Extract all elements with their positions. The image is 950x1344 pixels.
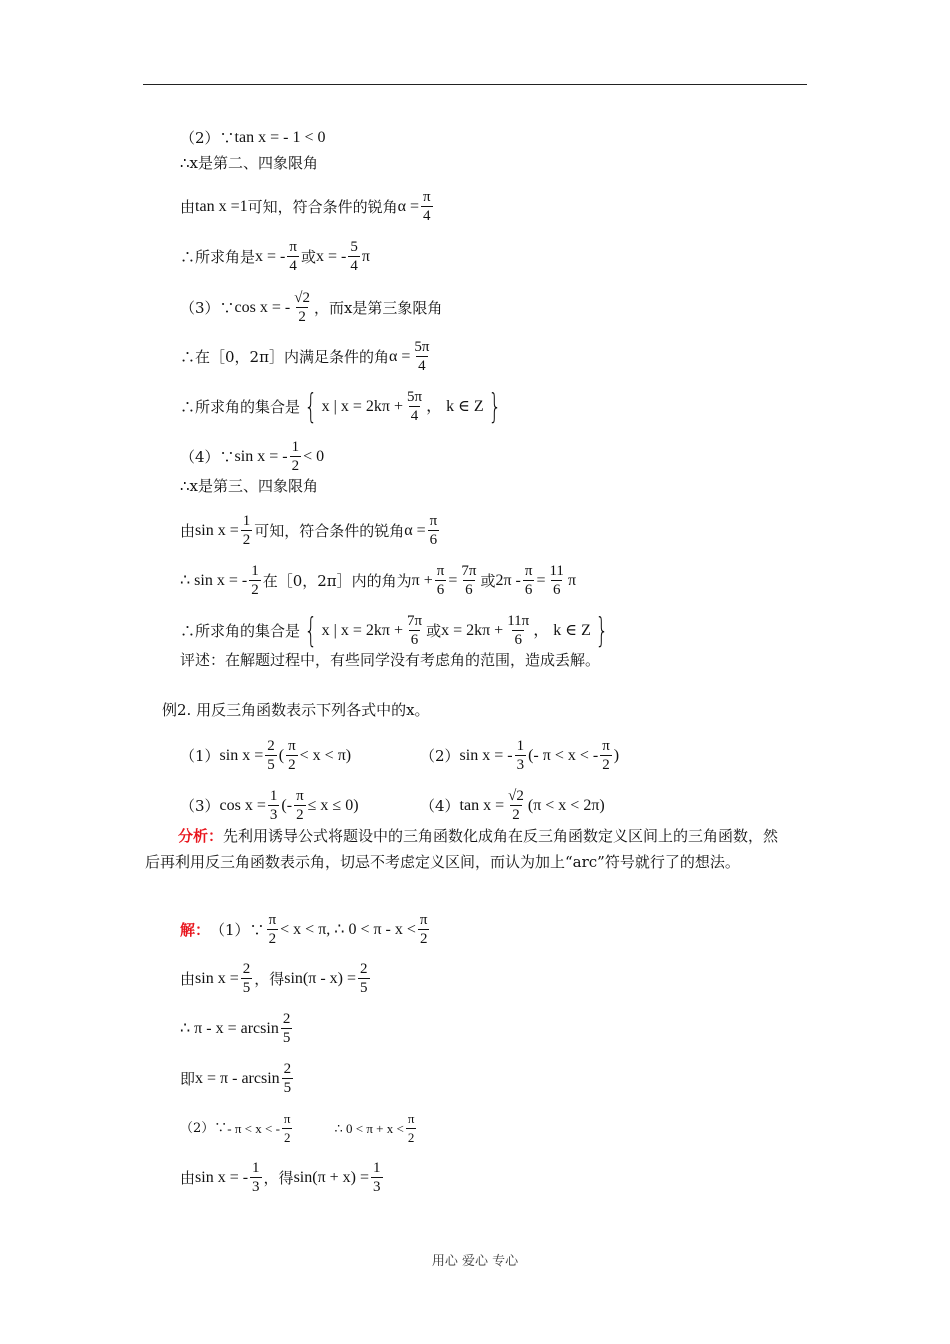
- p2-line4: [180, 238, 370, 275]
- math: =: [448, 571, 458, 589]
- fraction: [412, 338, 431, 375]
- math: sin x = -: [459, 746, 513, 764]
- numerator: 2: [360, 961, 368, 977]
- denominator: 2: [602, 757, 610, 773]
- label: （2）∵: [180, 1120, 228, 1136]
- denominator: 3: [252, 1179, 260, 1195]
- fraction: [241, 512, 253, 549]
- denominator: 5: [242, 980, 251, 996]
- label: （3）∵: [180, 298, 235, 317]
- text: 或: [480, 571, 496, 590]
- denominator: 5: [360, 980, 368, 996]
- fraction: [290, 438, 302, 475]
- fraction: [282, 1110, 293, 1147]
- denominator: 2: [268, 931, 277, 947]
- math: α =: [404, 521, 426, 539]
- numerator: 2: [283, 1061, 292, 1077]
- numerator: 1: [373, 1160, 381, 1176]
- text: ∴所求角的集合是: [180, 397, 301, 416]
- fraction: [241, 960, 253, 997]
- text: ，而x是第三象限角: [313, 298, 443, 317]
- numerator: π: [524, 563, 533, 579]
- math: =: [536, 571, 546, 589]
- denominator: 6: [552, 582, 561, 598]
- denominator: 3: [516, 757, 525, 773]
- analysis-label: 分析：: [178, 827, 224, 845]
- p3-line1: [180, 289, 442, 326]
- comment: 评述：在解题过程中，有些同学没有考虑角的范围，造成丢解。: [180, 651, 601, 669]
- label: （2）: [420, 746, 460, 765]
- numerator: π: [419, 912, 428, 928]
- math: (π < x < 2π): [527, 796, 605, 814]
- denominator: 4: [423, 208, 431, 224]
- p2-line2: ∴x是第二、四象限角: [180, 154, 319, 172]
- denominator: 5: [267, 757, 275, 773]
- p2-line1: [180, 128, 325, 148]
- label: （3）: [180, 796, 220, 815]
- fraction: [294, 787, 306, 824]
- numerator: π: [268, 912, 277, 928]
- denominator: 6: [465, 582, 473, 598]
- fraction: [418, 911, 430, 948]
- page-footer: 用心 爱心 专心: [431, 1254, 519, 1269]
- example2-q3: [180, 787, 359, 824]
- math: π: [361, 247, 370, 265]
- text: ∴所求角的集合是: [180, 621, 301, 640]
- numerator: π: [407, 1111, 415, 1126]
- p2-line3: [180, 188, 435, 225]
- text: ∴所求角是: [180, 247, 256, 266]
- denominator: 2: [288, 757, 296, 773]
- math: tan x =: [459, 796, 505, 814]
- math: α =: [397, 197, 420, 215]
- denominator: 2: [296, 807, 304, 823]
- label: （4）: [420, 796, 460, 815]
- fraction: [523, 562, 535, 599]
- text: 由: [180, 197, 196, 216]
- math: < x < π, ∴ 0 < π - x <: [280, 920, 416, 938]
- denominator: 4: [289, 258, 297, 274]
- fraction: [405, 612, 424, 649]
- numerator: 2: [242, 961, 251, 977]
- label: （4）∵: [180, 447, 235, 466]
- p4-line2: ∴x是第三、四象限角: [180, 477, 319, 495]
- denominator: 4: [418, 358, 426, 374]
- text: 由: [180, 521, 196, 540]
- example2-q1: [180, 737, 351, 774]
- p4-line4: [180, 562, 576, 599]
- math: - π < x < -: [227, 1120, 280, 1136]
- text: 可知，符合条件的锐角: [254, 521, 405, 540]
- numerator: 5π: [406, 389, 423, 405]
- numerator: 1: [291, 439, 300, 455]
- denominator: 6: [514, 632, 522, 648]
- analysis-text: 先利用诱导公式将题设中的三角函数化成角在反三角函数定义区间上的三角函数，然后再利用反三角函数表示角，切忌不考虑定义区间，而认为加上“arc”符号就行了的想法。: [145, 827, 779, 871]
- solution-line2: [180, 960, 372, 997]
- fraction: [281, 1010, 293, 1047]
- denominator: 4: [410, 408, 419, 424]
- solution-line1: [180, 911, 431, 948]
- fraction: [547, 562, 565, 599]
- numerator: π: [296, 788, 304, 804]
- numerator: 1: [269, 788, 278, 804]
- fraction: [287, 238, 299, 275]
- fraction: [459, 562, 478, 599]
- math: (- π < x < -: [528, 746, 599, 764]
- p4-line1: [180, 438, 324, 475]
- math: α =: [388, 347, 411, 365]
- denominator: 2: [512, 807, 520, 823]
- numerator: 1: [516, 738, 525, 754]
- math: sin x =: [195, 521, 239, 539]
- math: (: [278, 746, 285, 764]
- fraction: [600, 737, 612, 774]
- fraction: [435, 562, 447, 599]
- numerator: 1: [242, 513, 251, 529]
- fraction: [505, 612, 531, 649]
- fraction: [348, 238, 360, 275]
- numerator: π: [283, 1111, 291, 1126]
- math: tan x =1: [195, 197, 248, 215]
- example2-title: 例2. 用反三角函数表示下列各式中的x。: [162, 701, 430, 719]
- left-brace: {: [304, 610, 318, 651]
- fraction: [268, 787, 280, 824]
- denominator: 2: [291, 458, 300, 474]
- math: x = -: [315, 247, 347, 265]
- denominator: 6: [524, 582, 533, 598]
- text: 或: [426, 621, 442, 640]
- numerator: 11: [549, 563, 564, 579]
- math: x | x = 2kπ +: [321, 397, 403, 415]
- fraction: [371, 1159, 383, 1196]
- text: 可知，符合条件的锐角: [247, 197, 398, 216]
- solution-line3: [180, 1010, 294, 1047]
- text: 即: [180, 1069, 196, 1088]
- fraction: [506, 787, 526, 824]
- numerator: 2: [267, 738, 275, 754]
- math: x = π - arcsin: [195, 1069, 280, 1087]
- analysis-paragraph: [145, 823, 781, 875]
- math: x = -: [255, 247, 286, 265]
- solution-line5: [180, 1110, 418, 1147]
- p4-line3: [180, 512, 441, 549]
- denominator: 2: [419, 931, 428, 947]
- denominator: 5: [283, 1080, 292, 1096]
- denominator: 4: [350, 258, 358, 274]
- fraction: [292, 289, 312, 326]
- label: （2）∵: [180, 129, 235, 147]
- header-rule: [143, 84, 807, 85]
- numerator: 5π: [414, 339, 430, 355]
- denominator: 2: [242, 532, 251, 548]
- solution-label: 解：: [180, 920, 211, 939]
- math: sin x = -: [234, 447, 288, 465]
- math: ): [613, 746, 620, 764]
- solution-line6: [180, 1159, 385, 1196]
- fraction: [249, 562, 261, 599]
- fraction: [282, 1060, 294, 1097]
- numerator: 2: [282, 1011, 291, 1027]
- numerator: π: [429, 513, 438, 529]
- math: sin x = -: [195, 1168, 249, 1186]
- math: sin(π + x) =: [293, 1168, 370, 1186]
- denominator: 2: [298, 309, 306, 325]
- numerator: √2: [294, 290, 310, 306]
- math: x | x = 2kπ +: [321, 621, 403, 639]
- denominator: 6: [429, 532, 438, 548]
- math: tan x = - 1 < 0: [234, 129, 326, 146]
- numerator: π: [602, 738, 610, 754]
- text: ，得: [254, 969, 285, 988]
- right-brace: }: [595, 610, 609, 651]
- text: ，得: [263, 1168, 294, 1187]
- fraction: [515, 737, 527, 774]
- label: （1）: [180, 746, 220, 765]
- math: ≤ x ≤ 0): [307, 796, 359, 814]
- math: π: [567, 571, 577, 589]
- numerator: π: [436, 563, 445, 579]
- text: ∴在［0，2π］内满足条件的角: [180, 347, 389, 366]
- text: 或: [300, 247, 316, 266]
- numerator: 1: [252, 1160, 260, 1176]
- fraction: [267, 911, 279, 948]
- denominator: 5: [282, 1030, 291, 1046]
- math: 2π -: [495, 571, 521, 589]
- numerator: π: [423, 189, 431, 205]
- text: 由: [180, 969, 196, 988]
- numerator: π: [288, 738, 296, 754]
- numerator: 1: [251, 563, 259, 579]
- math: ， k ∈ Z: [533, 621, 591, 639]
- numerator: π: [289, 239, 297, 255]
- text: 在［0，2π］内的角为: [262, 571, 412, 590]
- p3-line3: [180, 388, 505, 425]
- math: cos x =: [219, 796, 266, 814]
- math: sin x =: [195, 969, 239, 987]
- fraction: [405, 388, 424, 425]
- text: 由: [180, 1168, 196, 1187]
- denominator: 3: [269, 807, 278, 823]
- fraction: [250, 1159, 262, 1196]
- math: cos x = -: [234, 298, 291, 316]
- numerator: 11π: [507, 613, 530, 629]
- math: π +: [411, 571, 433, 589]
- right-brace: }: [488, 386, 501, 427]
- denominator: 3: [373, 1179, 381, 1195]
- math: < x < π): [299, 746, 352, 764]
- math: x = 2kπ +: [441, 621, 504, 639]
- numerator: √2: [508, 788, 524, 804]
- denominator: 6: [410, 632, 419, 648]
- left-brace: {: [304, 386, 318, 427]
- solution-line4: [180, 1060, 295, 1097]
- math: sin x =: [219, 746, 264, 764]
- denominator: 2: [283, 1130, 291, 1145]
- p3-line2: [180, 338, 433, 375]
- example2-q4: [420, 787, 605, 824]
- math: ∴ π - x = arcsin: [180, 1019, 279, 1037]
- numerator: 7π: [461, 563, 477, 579]
- math: ， k ∈ Z: [426, 397, 484, 415]
- fraction: [406, 1110, 417, 1147]
- fraction: [421, 188, 433, 225]
- fraction: [286, 737, 298, 774]
- math: ∴ sin x = -: [180, 571, 248, 589]
- fraction: [428, 512, 440, 549]
- denominator: 2: [251, 582, 259, 598]
- numerator: 5: [350, 239, 358, 255]
- math: (-: [281, 796, 293, 814]
- label: （1）∵: [210, 920, 265, 939]
- math: ∴ 0 < π + x <: [334, 1120, 404, 1136]
- numerator: 7π: [406, 613, 423, 629]
- denominator: 2: [407, 1130, 415, 1145]
- fraction: [358, 960, 370, 997]
- denominator: 6: [436, 582, 445, 598]
- math: < 0: [303, 447, 325, 465]
- fraction: [265, 737, 277, 774]
- math: sin(π - x) =: [284, 969, 356, 987]
- p4-line5: [180, 612, 613, 649]
- example2-q2: [420, 737, 619, 774]
